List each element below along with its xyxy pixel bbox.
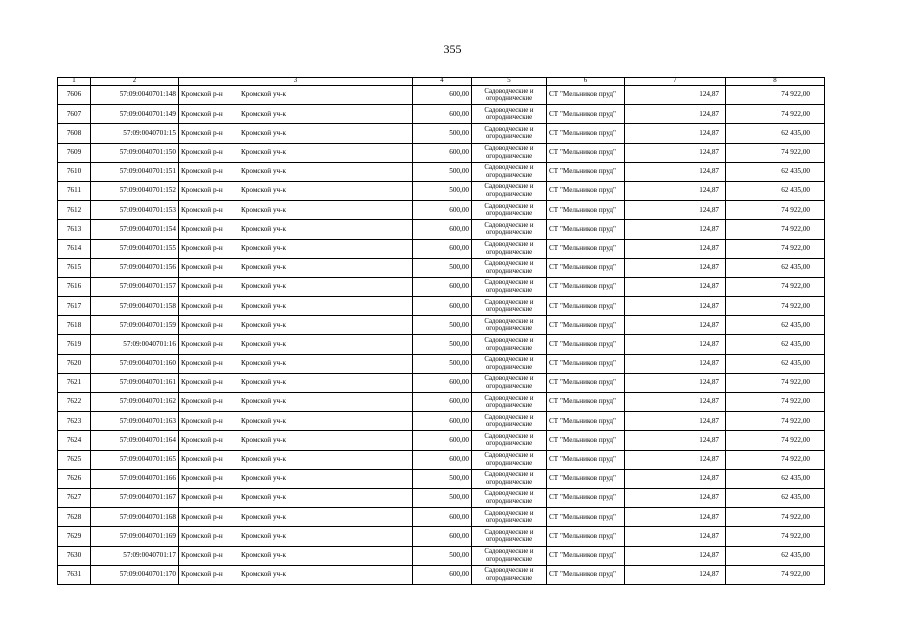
district-text: Кромской р-н — [181, 359, 223, 368]
rate-cell: 124,87 — [625, 220, 726, 239]
area-name-text: Кромской уч-к — [241, 205, 287, 214]
rate-cell: 124,87 — [625, 565, 726, 584]
area-name-text: Кромской уч-к — [241, 397, 287, 406]
column-header: 1 — [58, 78, 91, 86]
area-cell: 600,00 — [413, 201, 472, 220]
rate-cell: 124,87 — [625, 412, 726, 431]
area-cell: 600,00 — [413, 450, 472, 469]
area-cell: 600,00 — [413, 527, 472, 546]
land-use-cell: Садоводческие и огороднические — [472, 431, 547, 450]
table-row — [58, 469, 825, 488]
land-use-cell: Садоводческие и огороднические — [472, 258, 547, 277]
cadastral-value-cell: 74 922,00 — [726, 143, 825, 162]
area-name-text: Кромской уч-к — [241, 550, 287, 559]
land-use-cell: Садоводческие и огороднические — [472, 124, 547, 143]
land-use-cell: Садоводческие и огороднические — [472, 393, 547, 412]
cadastral-number-cell: 57:09:0040701:16 — [91, 335, 179, 354]
table-row — [58, 508, 825, 527]
holder-cell: СТ "Мельников пруд" — [547, 143, 625, 162]
address-cell — [179, 488, 413, 507]
land-use-cell: Садоводческие и огороднические — [472, 469, 547, 488]
rate-cell: 124,87 — [625, 181, 726, 200]
holder-cell: СТ "Мельников пруд" — [547, 508, 625, 527]
cadastral-value-cell: 74 922,00 — [726, 565, 825, 584]
land-use-cell: Садоводческие и огороднические — [472, 239, 547, 258]
table-row — [58, 393, 825, 412]
cadastral-value-cell: 62 435,00 — [726, 181, 825, 200]
cadastral-number-cell: 57:09:0040701:167 — [91, 488, 179, 507]
cadastral-value-cell: 74 922,00 — [726, 412, 825, 431]
table-row — [58, 373, 825, 392]
table-row — [58, 162, 825, 181]
area-cell: 600,00 — [413, 412, 472, 431]
district-text: Кромской р-н — [181, 435, 223, 444]
area-name-text: Кромской уч-к — [241, 167, 287, 176]
area-name-text: Кромской уч-к — [241, 531, 287, 540]
cadastral-value-cell: 74 922,00 — [726, 220, 825, 239]
rate-cell: 124,87 — [625, 488, 726, 507]
address-cell — [179, 181, 413, 200]
area-cell: 500,00 — [413, 162, 472, 181]
district-text: Кромской р-н — [181, 455, 223, 464]
row-number-cell: 7630 — [58, 546, 91, 565]
district-text: Кромской р-н — [181, 531, 223, 540]
holder-cell: СТ "Мельников пруд" — [547, 450, 625, 469]
rate-cell: 124,87 — [625, 201, 726, 220]
district-text: Кромской р-н — [181, 378, 223, 387]
cadastral-value-cell: 62 435,00 — [726, 335, 825, 354]
row-number-cell: 7613 — [58, 220, 91, 239]
area-name-text: Кромской уч-к — [241, 186, 287, 195]
rate-cell: 124,87 — [625, 162, 726, 181]
area-name-text: Кромской уч-к — [241, 148, 287, 157]
rate-cell: 124,87 — [625, 469, 726, 488]
area-name-text: Кромской уч-к — [241, 474, 287, 483]
row-number-cell: 7608 — [58, 124, 91, 143]
cadastral-number-cell: 57:09:0040701:168 — [91, 508, 179, 527]
row-number-cell: 7606 — [58, 86, 91, 105]
area-cell: 500,00 — [413, 124, 472, 143]
rate-cell: 124,87 — [625, 373, 726, 392]
cadastral-number-cell: 57:09:0040701:148 — [91, 86, 179, 105]
holder-cell: СТ "Мельников пруд" — [547, 181, 625, 200]
cadastral-number-cell: 57:09:0040701:163 — [91, 412, 179, 431]
cadastral-number-cell: 57:09:0040701:15 — [91, 124, 179, 143]
row-number-cell: 7623 — [58, 412, 91, 431]
column-header: 5 — [472, 78, 547, 86]
address-cell — [179, 316, 413, 335]
cadastral-value-cell: 74 922,00 — [726, 450, 825, 469]
row-number-cell: 7617 — [58, 297, 91, 316]
land-use-cell: Садоводческие и огороднические — [472, 86, 547, 105]
table-row — [58, 565, 825, 584]
row-number-cell: 7618 — [58, 316, 91, 335]
rate-cell: 124,87 — [625, 105, 726, 124]
district-text: Кромской р-н — [181, 339, 223, 348]
rate-cell: 124,87 — [625, 527, 726, 546]
holder-cell: СТ "Мельников пруд" — [547, 162, 625, 181]
area-name-text: Кромской уч-к — [241, 339, 287, 348]
land-use-cell: Садоводческие и огороднические — [472, 277, 547, 296]
cadastral-number-cell: 57:09:0040701:159 — [91, 316, 179, 335]
rate-cell: 124,87 — [625, 508, 726, 527]
row-number-cell: 7622 — [58, 393, 91, 412]
holder-cell: СТ "Мельников пруд" — [547, 316, 625, 335]
cadastral-number-cell: 57:09:0040701:154 — [91, 220, 179, 239]
district-text: Кромской р-н — [181, 570, 223, 579]
holder-cell: СТ "Мельников пруд" — [547, 105, 625, 124]
area-name-text: Кромской уч-к — [241, 128, 287, 137]
area-cell: 600,00 — [413, 105, 472, 124]
cadastral-value-cell: 62 435,00 — [726, 354, 825, 373]
holder-cell: СТ "Мельников пруд" — [547, 258, 625, 277]
district-text: Кромской р-н — [181, 493, 223, 502]
land-use-cell: Садоводческие и огороднические — [472, 143, 547, 162]
address-cell — [179, 469, 413, 488]
land-parcels-table — [57, 77, 825, 585]
holder-cell: СТ "Мельников пруд" — [547, 201, 625, 220]
table-row — [58, 488, 825, 507]
land-use-cell: Садоводческие и огороднические — [472, 105, 547, 124]
cadastral-value-cell: 74 922,00 — [726, 393, 825, 412]
address-cell — [179, 335, 413, 354]
row-number-cell: 7629 — [58, 527, 91, 546]
holder-cell: СТ "Мельников пруд" — [547, 354, 625, 373]
land-use-cell: Садоводческие и огороднические — [472, 546, 547, 565]
cadastral-value-cell: 62 435,00 — [726, 162, 825, 181]
district-text: Кромской р-н — [181, 148, 223, 157]
row-number-cell: 7616 — [58, 277, 91, 296]
land-use-cell: Садоводческие и огороднические — [472, 565, 547, 584]
area-cell: 500,00 — [413, 354, 472, 373]
area-name-text: Кромской уч-к — [241, 570, 287, 579]
district-text: Кромской р-н — [181, 167, 223, 176]
area-name-text: Кромской уч-к — [241, 359, 287, 368]
column-header-row — [58, 78, 825, 86]
rate-cell: 124,87 — [625, 431, 726, 450]
column-header: 6 — [547, 78, 625, 86]
cadastral-number-cell: 57:09:0040701:170 — [91, 565, 179, 584]
address-cell — [179, 86, 413, 105]
table-row — [58, 450, 825, 469]
holder-cell: СТ "Мельников пруд" — [547, 297, 625, 316]
cadastral-value-cell: 74 922,00 — [726, 297, 825, 316]
row-number-cell: 7627 — [58, 488, 91, 507]
district-text: Кромской р-н — [181, 550, 223, 559]
table-row — [58, 354, 825, 373]
address-cell — [179, 124, 413, 143]
row-number-cell: 7609 — [58, 143, 91, 162]
area-name-text: Кромской уч-к — [241, 512, 287, 521]
cadastral-number-cell: 57:09:0040701:155 — [91, 239, 179, 258]
area-cell: 500,00 — [413, 488, 472, 507]
area-name-text: Кромской уч-к — [241, 378, 287, 387]
address-cell — [179, 412, 413, 431]
table-row — [58, 105, 825, 124]
holder-cell: СТ "Мельников пруд" — [547, 277, 625, 296]
district-text: Кромской р-н — [181, 282, 223, 291]
area-cell: 500,00 — [413, 316, 472, 335]
land-use-cell: Садоводческие и огороднические — [472, 450, 547, 469]
land-use-cell: Садоводческие и огороднические — [472, 316, 547, 335]
rate-cell: 124,87 — [625, 297, 726, 316]
land-use-cell: Садоводческие и огороднические — [472, 412, 547, 431]
holder-cell: СТ "Мельников пруд" — [547, 239, 625, 258]
land-use-cell: Садоводческие и огороднические — [472, 181, 547, 200]
page-number: 355 — [443, 42, 462, 56]
cadastral-value-cell: 62 435,00 — [726, 469, 825, 488]
address-cell — [179, 201, 413, 220]
area-cell: 600,00 — [413, 297, 472, 316]
district-text: Кромской р-н — [181, 320, 223, 329]
table-row — [58, 431, 825, 450]
cadastral-value-cell: 74 922,00 — [726, 431, 825, 450]
rate-cell: 124,87 — [625, 277, 726, 296]
area-cell: 600,00 — [413, 277, 472, 296]
cadastral-value-cell: 62 435,00 — [726, 316, 825, 335]
cadastral-value-cell: 74 922,00 — [726, 277, 825, 296]
cadastral-number-cell: 57:09:0040701:169 — [91, 527, 179, 546]
table-row — [58, 86, 825, 105]
column-header: 3 — [179, 78, 413, 86]
holder-cell: СТ "Мельников пруд" — [547, 220, 625, 239]
area-cell: 500,00 — [413, 258, 472, 277]
area-cell: 600,00 — [413, 86, 472, 105]
holder-cell: СТ "Мельников пруд" — [547, 469, 625, 488]
district-text: Кромской р-н — [181, 90, 223, 99]
area-cell: 500,00 — [413, 546, 472, 565]
address-cell — [179, 258, 413, 277]
cadastral-number-cell: 57:09:0040701:158 — [91, 297, 179, 316]
holder-cell: СТ "Мельников пруд" — [547, 546, 625, 565]
district-text: Кромской р-н — [181, 301, 223, 310]
land-use-cell: Садоводческие и огороднические — [472, 527, 547, 546]
district-text: Кромской р-н — [181, 128, 223, 137]
cadastral-number-cell: 57:09:0040701:150 — [91, 143, 179, 162]
row-number-cell: 7614 — [58, 239, 91, 258]
row-number-cell: 7624 — [58, 431, 91, 450]
address-cell — [179, 277, 413, 296]
row-number-cell: 7620 — [58, 354, 91, 373]
cadastral-number-cell: 57:09:0040701:161 — [91, 373, 179, 392]
table-row — [58, 412, 825, 431]
table-row — [58, 277, 825, 296]
table-row — [58, 124, 825, 143]
area-name-text: Кромской уч-к — [241, 282, 287, 291]
row-number-cell: 7626 — [58, 469, 91, 488]
cadastral-number-cell: 57:09:0040701:166 — [91, 469, 179, 488]
table-body — [58, 86, 825, 585]
area-cell: 500,00 — [413, 469, 472, 488]
cadastral-number-cell: 57:09:0040701:165 — [91, 450, 179, 469]
address-cell — [179, 220, 413, 239]
cadastral-number-cell: 57:09:0040701:156 — [91, 258, 179, 277]
row-number-cell: 7615 — [58, 258, 91, 277]
cadastral-value-cell: 74 922,00 — [726, 105, 825, 124]
address-cell — [179, 162, 413, 181]
column-header: 8 — [726, 78, 825, 86]
land-use-cell: Садоводческие и огороднические — [472, 297, 547, 316]
holder-cell: СТ "Мельников пруд" — [547, 431, 625, 450]
table-row — [58, 143, 825, 162]
area-cell: 500,00 — [413, 335, 472, 354]
area-name-text: Кромской уч-к — [241, 109, 287, 118]
rate-cell: 124,87 — [625, 546, 726, 565]
district-text: Кромской р-н — [181, 186, 223, 195]
cadastral-number-cell: 57:09:0040701:164 — [91, 431, 179, 450]
row-number-cell: 7631 — [58, 565, 91, 584]
land-use-cell: Садоводческие и огороднические — [472, 508, 547, 527]
area-cell: 600,00 — [413, 431, 472, 450]
address-cell — [179, 373, 413, 392]
district-text: Кромской р-н — [181, 397, 223, 406]
row-number-cell: 7619 — [58, 335, 91, 354]
district-text: Кромской р-н — [181, 474, 223, 483]
district-text: Кромской р-н — [181, 205, 223, 214]
rate-cell: 124,87 — [625, 393, 726, 412]
cadastral-value-cell: 74 922,00 — [726, 373, 825, 392]
holder-cell: СТ "Мельников пруд" — [547, 124, 625, 143]
row-number-cell: 7611 — [58, 181, 91, 200]
district-text: Кромской р-н — [181, 263, 223, 272]
rate-cell: 124,87 — [625, 124, 726, 143]
cadastral-value-cell: 62 435,00 — [726, 258, 825, 277]
district-text: Кромской р-н — [181, 224, 223, 233]
rate-cell: 124,87 — [625, 143, 726, 162]
rate-cell: 124,87 — [625, 354, 726, 373]
table-row — [58, 220, 825, 239]
district-text: Кромской р-н — [181, 109, 223, 118]
address-cell — [179, 565, 413, 584]
cadastral-value-cell: 74 922,00 — [726, 527, 825, 546]
address-cell — [179, 143, 413, 162]
holder-cell: СТ "Мельников пруд" — [547, 335, 625, 354]
cadastral-value-cell: 74 922,00 — [726, 239, 825, 258]
holder-cell: СТ "Мельников пруд" — [547, 488, 625, 507]
holder-cell: СТ "Мельников пруд" — [547, 527, 625, 546]
row-number-cell: 7610 — [58, 162, 91, 181]
address-cell — [179, 239, 413, 258]
address-cell — [179, 431, 413, 450]
land-use-cell: Садоводческие и огороднические — [472, 201, 547, 220]
cadastral-number-cell: 57:09:0040701:151 — [91, 162, 179, 181]
area-name-text: Кромской уч-к — [241, 435, 287, 444]
cadastral-value-cell: 62 435,00 — [726, 124, 825, 143]
table-row — [58, 239, 825, 258]
address-cell — [179, 527, 413, 546]
table-row — [58, 546, 825, 565]
land-use-cell: Садоводческие и огороднические — [472, 373, 547, 392]
table-row — [58, 297, 825, 316]
area-name-text: Кромской уч-к — [241, 224, 287, 233]
table-row — [58, 181, 825, 200]
table-row — [58, 258, 825, 277]
holder-cell: СТ "Мельников пруд" — [547, 373, 625, 392]
cadastral-value-cell: 74 922,00 — [726, 508, 825, 527]
area-cell: 600,00 — [413, 393, 472, 412]
district-text: Кромской р-н — [181, 512, 223, 521]
holder-cell: СТ "Мельников пруд" — [547, 565, 625, 584]
address-cell — [179, 105, 413, 124]
column-header: 2 — [91, 78, 179, 86]
area-name-text: Кромской уч-к — [241, 416, 287, 425]
cadastral-value-cell: 62 435,00 — [726, 488, 825, 507]
holder-cell: СТ "Мельников пруд" — [547, 393, 625, 412]
area-cell: 600,00 — [413, 565, 472, 584]
rate-cell: 124,87 — [625, 450, 726, 469]
table-row — [58, 527, 825, 546]
district-text: Кромской р-н — [181, 243, 223, 252]
column-header: 4 — [413, 78, 472, 86]
land-use-cell: Садоводческие и огороднические — [472, 488, 547, 507]
district-text: Кромской р-н — [181, 416, 223, 425]
address-cell — [179, 297, 413, 316]
cadastral-number-cell: 57:09:0040701:162 — [91, 393, 179, 412]
area-cell: 600,00 — [413, 220, 472, 239]
area-cell: 600,00 — [413, 239, 472, 258]
address-cell — [179, 508, 413, 527]
cadastral-number-cell: 57:09:0040701:17 — [91, 546, 179, 565]
rate-cell: 124,87 — [625, 335, 726, 354]
address-cell — [179, 450, 413, 469]
land-use-cell: Садоводческие и огороднические — [472, 354, 547, 373]
area-name-text: Кромской уч-к — [241, 301, 287, 310]
cadastral-number-cell: 57:09:0040701:149 — [91, 105, 179, 124]
cadastral-number-cell: 57:09:0040701:153 — [91, 201, 179, 220]
address-cell — [179, 546, 413, 565]
land-use-cell: Садоводческие и огороднические — [472, 220, 547, 239]
holder-cell: СТ "Мельников пруд" — [547, 412, 625, 431]
rate-cell: 124,87 — [625, 316, 726, 335]
row-number-cell: 7612 — [58, 201, 91, 220]
rate-cell: 124,87 — [625, 86, 726, 105]
cadastral-number-cell: 57:09:0040701:160 — [91, 354, 179, 373]
rate-cell: 124,87 — [625, 258, 726, 277]
area-name-text: Кромской уч-к — [241, 493, 287, 502]
row-number-cell: 7628 — [58, 508, 91, 527]
area-cell: 600,00 — [413, 143, 472, 162]
cadastral-value-cell: 62 435,00 — [726, 546, 825, 565]
area-name-text: Кромской уч-к — [241, 455, 287, 464]
area-name-text: Кромской уч-к — [241, 243, 287, 252]
cadastral-value-cell: 74 922,00 — [726, 86, 825, 105]
table-row — [58, 201, 825, 220]
holder-cell: СТ "Мельников пруд" — [547, 86, 625, 105]
area-name-text: Кромской уч-к — [241, 263, 287, 272]
area-name-text: Кромской уч-к — [241, 320, 287, 329]
address-cell — [179, 354, 413, 373]
rate-cell: 124,87 — [625, 239, 726, 258]
address-cell — [179, 393, 413, 412]
area-cell: 600,00 — [413, 508, 472, 527]
cadastral-value-cell: 74 922,00 — [726, 201, 825, 220]
row-number-cell: 7625 — [58, 450, 91, 469]
area-name-text: Кромской уч-к — [241, 90, 287, 99]
land-use-cell: Садоводческие и огороднические — [472, 162, 547, 181]
area-cell: 600,00 — [413, 373, 472, 392]
row-number-cell: 7621 — [58, 373, 91, 392]
table-row — [58, 335, 825, 354]
row-number-cell: 7607 — [58, 105, 91, 124]
cadastral-number-cell: 57:09:0040701:157 — [91, 277, 179, 296]
column-header: 7 — [625, 78, 726, 86]
area-cell: 500,00 — [413, 181, 472, 200]
cadastral-number-cell: 57:09:0040701:152 — [91, 181, 179, 200]
land-use-cell: Садоводческие и огороднические — [472, 335, 547, 354]
table-row — [58, 316, 825, 335]
